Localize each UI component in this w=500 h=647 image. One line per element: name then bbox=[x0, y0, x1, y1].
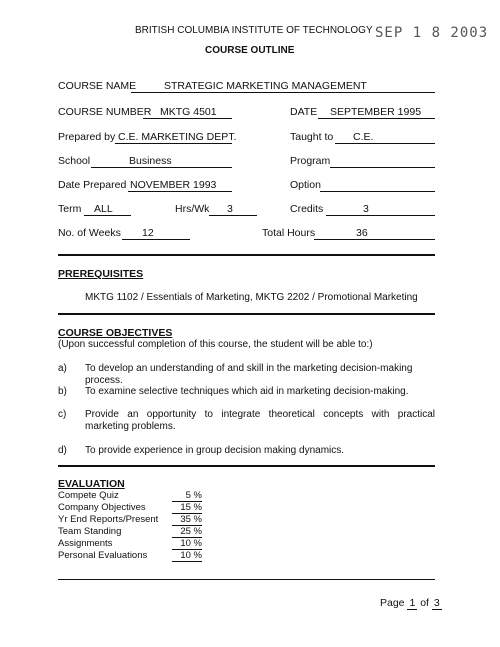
evaluation-value: 10 % bbox=[172, 550, 202, 562]
objectives-heading: COURSE OBJECTIVES bbox=[58, 327, 173, 339]
objective-letter: a) bbox=[58, 363, 67, 374]
program-value-line bbox=[330, 155, 435, 168]
section-divider bbox=[58, 465, 435, 467]
objective-letter: c) bbox=[58, 409, 67, 420]
term-label: Term bbox=[58, 203, 82, 215]
course-number-label: COURSE NUMBER bbox=[58, 106, 152, 118]
course-name-value: STRATEGIC MARKETING MANAGEMENT bbox=[131, 80, 435, 93]
evaluation-value: 25 % bbox=[172, 526, 202, 538]
evaluation-value: 15 % bbox=[172, 502, 202, 514]
weeks-value: 12 bbox=[122, 227, 190, 240]
evaluation-label: Compete Quiz bbox=[58, 490, 119, 501]
objective-text: Provide an opportunity to integrate theoretical concepts with practical marketing problems. bbox=[85, 409, 435, 432]
prepared-by-label: Prepared by bbox=[58, 131, 116, 143]
prepared-by-value: C.E. MARKETING DEPT. bbox=[115, 131, 232, 144]
section-divider bbox=[58, 254, 435, 256]
total-hours-label: Total Hours bbox=[262, 227, 316, 239]
course-name-label: COURSE NAME bbox=[58, 80, 137, 92]
objective-letter: d) bbox=[58, 445, 67, 456]
evaluation-value: 10 % bbox=[172, 538, 202, 550]
institution-name: BRITISH COLUMBIA INSTITUTE OF TECHNOLOGY bbox=[135, 25, 373, 36]
evaluation-label: Team Standing bbox=[58, 526, 122, 537]
document-title: COURSE OUTLINE bbox=[205, 45, 295, 56]
date-prepared-value: NOVEMBER 1993 bbox=[128, 179, 232, 192]
school-value: Business bbox=[91, 155, 232, 168]
evaluation-label: Personal Evaluations bbox=[58, 550, 148, 561]
evaluation-label: Yr End Reports/Present bbox=[58, 514, 159, 525]
program-label: Program bbox=[290, 155, 331, 167]
course-number-value: MKTG 4501 bbox=[143, 106, 232, 119]
taught-to-label: Taught to bbox=[290, 131, 334, 143]
prerequisites-text: MKTG 1102 / Essentials of Marketing, MKTG 2202 / Promotional Marketing bbox=[85, 292, 418, 303]
date-prepared-label: Date Prepared bbox=[58, 179, 127, 191]
objective-text: To develop an understanding of and skill in the marketing decision-making process. bbox=[85, 363, 413, 386]
prerequisites-heading: PREREQUISITES bbox=[58, 268, 144, 280]
page-total: 3 bbox=[433, 597, 440, 609]
evaluation-label: Company Objectives bbox=[58, 502, 146, 513]
term-value: ALL bbox=[84, 203, 131, 216]
evaluation-value: 35 % bbox=[172, 514, 202, 526]
evaluation-value: 5 % bbox=[172, 490, 202, 502]
page-number: 1 bbox=[409, 597, 416, 609]
page-indicator bbox=[380, 597, 442, 610]
objective-text: To provide experience in group decision making dynamics. bbox=[85, 445, 345, 456]
section-divider bbox=[58, 313, 435, 315]
school-label: School bbox=[58, 155, 91, 167]
date-label: DATE bbox=[290, 106, 318, 118]
option-value-line bbox=[320, 179, 435, 192]
date-value: SEPTEMBER 1995 bbox=[318, 106, 435, 119]
section-divider bbox=[58, 579, 435, 580]
credits-label: Credits bbox=[290, 203, 324, 215]
objective-letter: b) bbox=[58, 386, 67, 397]
weeks-label: No. of Weeks bbox=[58, 227, 121, 239]
hours-per-week-value: 3 bbox=[209, 203, 257, 216]
objective-text: To examine selective techniques which aid in marketing decision-making. bbox=[85, 386, 409, 397]
page-label: Page bbox=[380, 597, 405, 609]
evaluation-label: Assignments bbox=[58, 538, 113, 549]
total-hours-value: 36 bbox=[314, 227, 435, 240]
credits-value: 3 bbox=[326, 203, 435, 216]
objectives-intro: (Upon successful completion of this course, the student will be able to:) bbox=[58, 339, 373, 350]
evaluation-heading: EVALUATION bbox=[58, 478, 125, 490]
received-date-stamp: SEP 1 8 2003 bbox=[375, 25, 489, 41]
hours-per-week-label: Hrs/Wk bbox=[175, 203, 210, 215]
page-of-label: of bbox=[420, 597, 429, 609]
taught-to-value: C.E. bbox=[335, 131, 435, 144]
option-label: Option bbox=[290, 179, 321, 191]
